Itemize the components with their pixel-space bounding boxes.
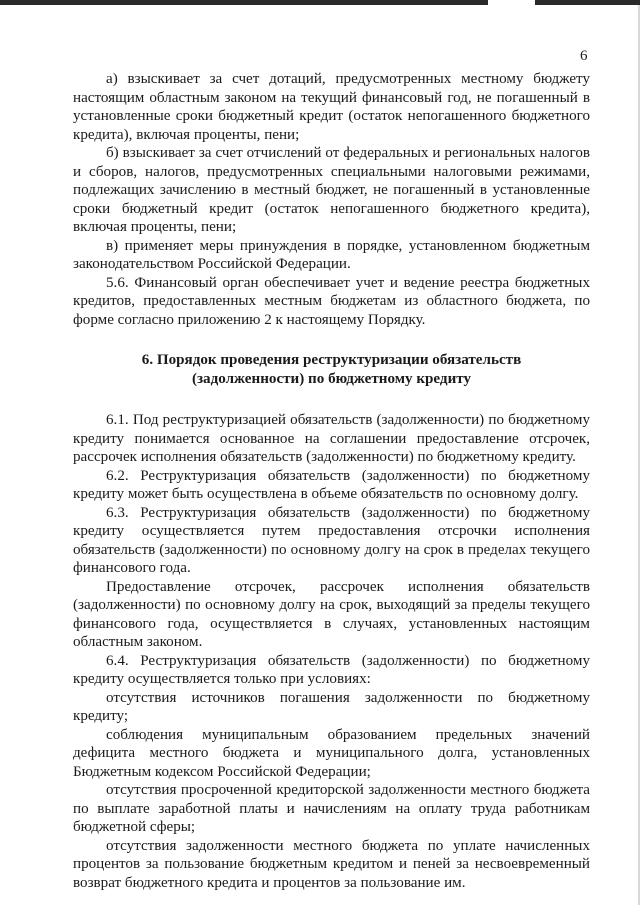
paragraph-deferral: Предоставление отсрочек, рассрочек исполнения обязательств (задолженности) по основному долгу на срок, выходящий за пределы текущего финансового года, осуществляется в случаях, установленных настоящим областным законом. (73, 578, 590, 650)
page-number: 6 (580, 48, 588, 64)
paragraph-6-1: 6.1. Под реструктуризацией обязательств (задолженности) по бюджетному кредиту понимается основанное на соглашении предоставление отсрочек, рассрочек исполнения обязательств (задолженности) по бюджетному кредиту. (73, 412, 590, 465)
paragraph-b: б) взыскивает за счет отчислений от федеральных и региональных налогов и сборов, налогов, предусмотренных специальными налоговыми режимами, подлежащих зачислению в местный бюджет, не погашенный в установленные сроки бюджетный кредит (остаток непогашенного бюджетного кредита), включая проценты, пени; (73, 145, 590, 235)
spacer (73, 388, 590, 411)
document-body (73, 70, 590, 892)
paragraph-a: а) взыскивает за счет дотаций, предусмотренных местному бюджету настоящим областным законом на текущий финансовый год, не погашенный в установленные сроки бюджетный кредит (остаток непогашенного бюджетного кредита), включая проценты, пени; (73, 71, 590, 143)
paragraph-v: в) применяет меры принуждения в порядке, установленном бюджетным законодательством Российской Федерации. (73, 237, 590, 272)
paragraph-6-2: 6.2. Реструктуризация обязательств (задолженности) по бюджетному кредиту может быть осуществлена в объеме обязательств по основному долгу. (73, 467, 590, 502)
scan-border-top-left (0, 0, 488, 5)
scan-border-top-right (535, 0, 640, 5)
paragraph-5-6: 5.6. Финансовый орган обеспечивает учет и ведение реестра бюджетных кредитов, предоставленных местным бюджетам из областного бюджета, по форме согласно приложению 2 к настоящему Порядку. (73, 274, 590, 328)
condition-item: отсутствия просроченной кредиторской задолженности местного бюджета по выплате заработной платы и начислениям на оплату труда работникам бюджетной сферы; (73, 782, 590, 835)
paragraph-6-3: 6.3. Реструктуризация обязательств (задолженности) по бюджетному кредиту осуществляется путем предоставления отсрочки исполнения обязательств (задолженности) по основному долгу на срок в пределах текущего финансового года. (73, 504, 590, 576)
paragraph-6-4: 6.4. Реструктуризация обязательств (задолженности) по бюджетному кредиту осуществляется только при условиях: (73, 652, 590, 687)
condition-item: соблюдения муниципальным образованием предельных значений дефицита местного бюджета и муниципального долга, установленных Бюджетным кодексом Российской Федерации; (73, 726, 590, 780)
spacer (73, 329, 590, 351)
condition-item: отсутствия задолженности местного бюджета по уплате начисленных процентов за пользование бюджетным кредитом и пеней за несвоевременный возврат бюджетного кредита и процентов за пользование им. (73, 837, 590, 891)
section-heading: 6. Порядок проведения реструктуризации обязательств (задолженности) по бюджетному кредиту (141, 352, 522, 387)
condition-item: отсутствия источников погашения задолженности по бюджетному кредиту; (73, 689, 590, 724)
